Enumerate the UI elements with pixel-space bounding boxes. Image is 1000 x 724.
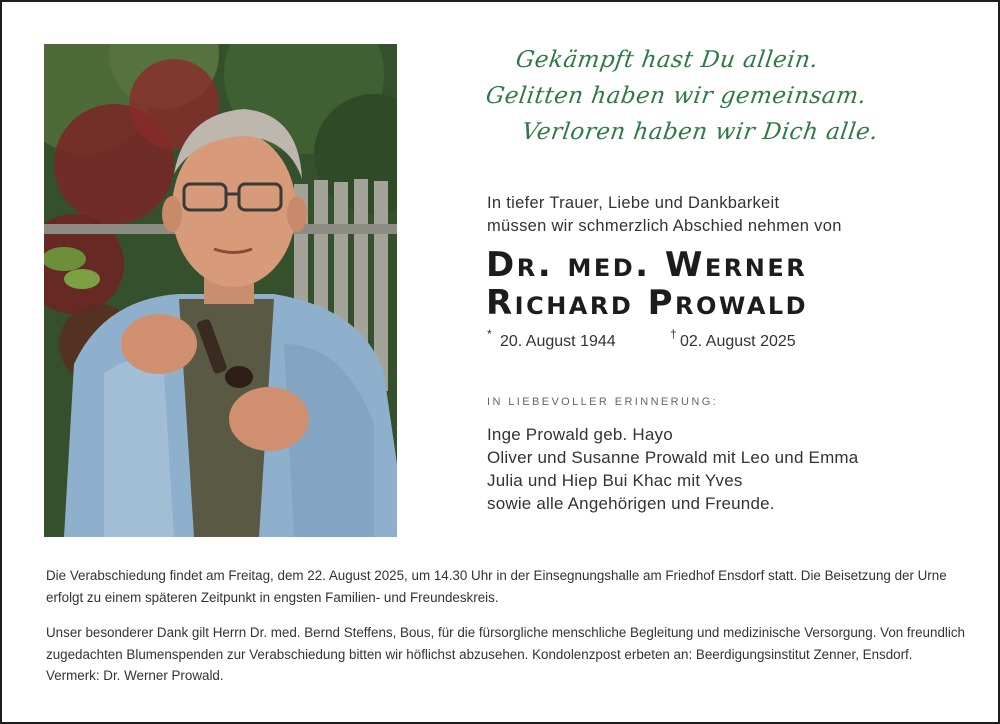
thanks-info: Unser besonderer Dank gilt Herrn Dr. med. Bernd Steffens, Bous, für die fürsorgliche menschliche Begleitung und medizinische Versorgung. Von freundlich zugedachten Blumenspenden zur Verabschiedung bitten wir höflichst abzusehen. Kondolenzpost erbeten an: Beerdigungsinstitut Zenner, Ensdorf. Vermerk: Dr. Werner Prowald. — [46, 625, 965, 683]
quote-line-3: Verloren haben wir Dich alle. — [520, 119, 880, 145]
portrait-photo — [44, 44, 397, 537]
memory-heading: IN LIEBEVOLLER ERINNERUNG: — [487, 396, 719, 408]
mourner-line: Julia und Hiep Bui Khac mit Yves — [487, 471, 743, 490]
intro-line-1: In tiefer Trauer, Liebe und Dankbarkeit — [487, 194, 780, 212]
deceased-name — [486, 246, 986, 322]
quote-line-2: Gelitten haben wir gemeinsam. — [484, 83, 869, 109]
ceremony-info: Die Verabschiedung findet am Freitag, dem 22. August 2025, um 14.30 Uhr in der Einsegnungshalle am Friedhof Ensdorf statt. Die Beisetzung der Urne erfolgt zu einem späteren Zeitpunkt in engsten Familien- und Freundeskreis. — [46, 568, 947, 605]
mourner-line: sowie alle Angehörigen und Freunde. — [487, 494, 775, 513]
intro-line-2: müssen wir schmerzlich Abschied nehmen von — [487, 217, 842, 235]
portrait-illustration — [44, 44, 397, 537]
quote-line-1: Gekämpft hast Du allein. — [514, 47, 821, 73]
birth-date: 20. August 1944 — [500, 333, 616, 350]
name-line-1: Dr. med. Werner — [486, 245, 808, 285]
death-symbol: † — [670, 327, 677, 341]
memorial-quote — [480, 42, 950, 152]
death-date: 02. August 2025 — [680, 333, 796, 350]
name-line-2: Richard Prowald — [486, 283, 809, 323]
mourner-line: Inge Prowald geb. Hayo — [487, 425, 673, 444]
intro-text — [487, 192, 967, 238]
mourners-list — [487, 423, 967, 515]
mourner-line: Oliver und Susanne Prowald mit Leo und Emma — [487, 448, 859, 467]
birth-symbol: * — [487, 327, 492, 341]
